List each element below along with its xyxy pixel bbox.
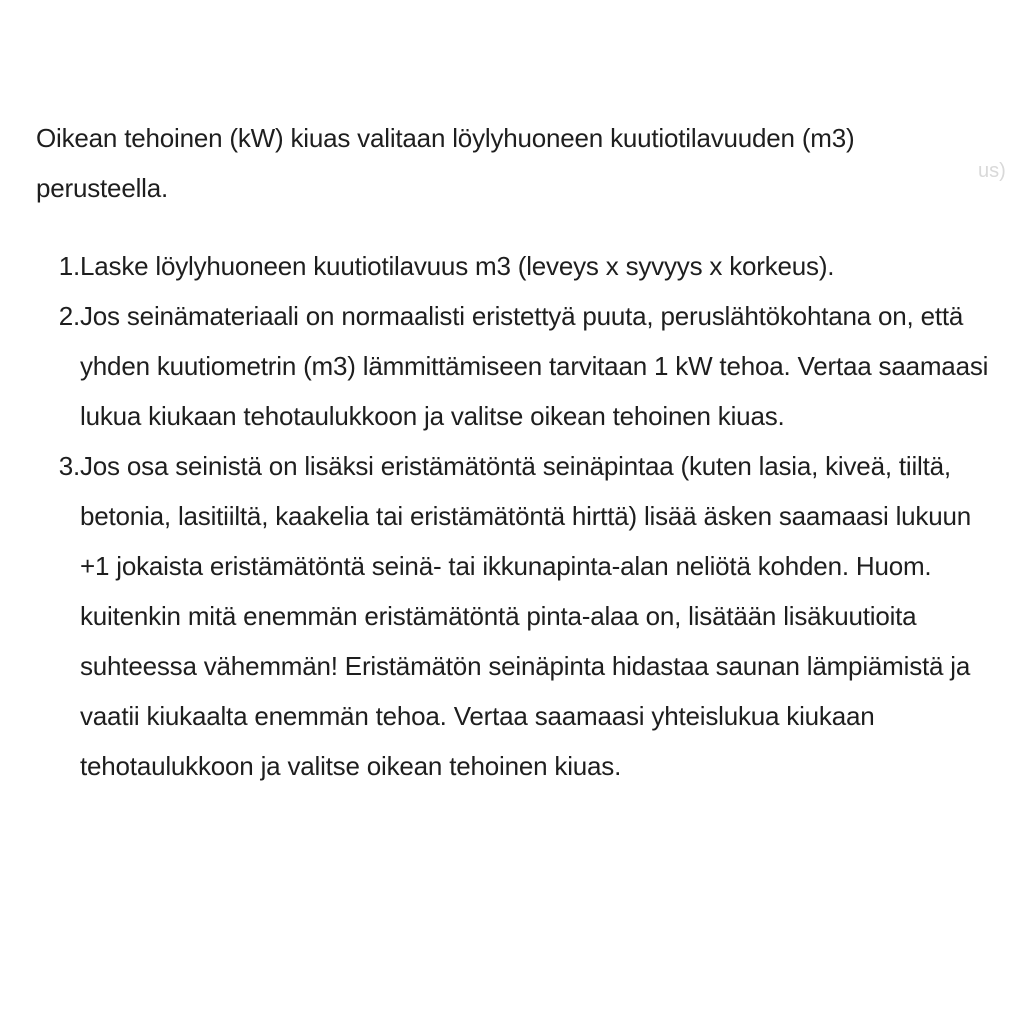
list-item [36, 441, 996, 791]
list-item-text: Jos seinämateriaali on normaalisti eristettyä puuta, peruslähtökohtana on, että yhden kuutiometrin (m3) lämmittämiseen tarvitaan 1 kW tehoa. Vertaa saamaasi lukua kiukaan tehotaulukkoon ja valitse oikean tehoinen kiuas. [80, 301, 989, 431]
list-item [36, 291, 996, 441]
list-item-number: 3. [58, 451, 80, 481]
faded-text-fragment: us) [978, 160, 1006, 182]
list-item-number: 1. [58, 251, 80, 281]
list-item-text: Jos osa seinistä on lisäksi eristämätöntä seinäpintaa (kuten lasia, kiveä, tiiltä, betonia, lasitiiltä, kaakelia tai eristämätöntä hirttä) lisää äsken saamaasi lukuun +1 jokaista eristämätöntä seinä- tai ikkunapinta-alan neliötä kohden. Huom. kuitenkin mitä enemmän eristämätöntä pinta-alaa on, lisätään lisäkuutioita suhteessa vähemmän! Eristämätön seinäpinta hidastaa saunan lämpiämistä ja vaatii kiukaalta enemmän tehoa. Vertaa saamaasi yhteislukua kiukaan tehotaulukkoon ja valitse oikean tehoinen kiuas. [80, 451, 971, 781]
list-item-number: 2. [58, 301, 80, 331]
list-item [36, 241, 996, 291]
steps-list [36, 241, 996, 791]
document-body [36, 113, 996, 791]
intro-paragraph: Oikean tehoinen (kW) kiuas valitaan löylyhuoneen kuutiotilavuuden (m3) perusteella. [36, 123, 855, 203]
list-item-text: Laske löylyhuoneen kuutiotilavuus m3 (leveys x syvyys x korkeus). [80, 251, 835, 281]
